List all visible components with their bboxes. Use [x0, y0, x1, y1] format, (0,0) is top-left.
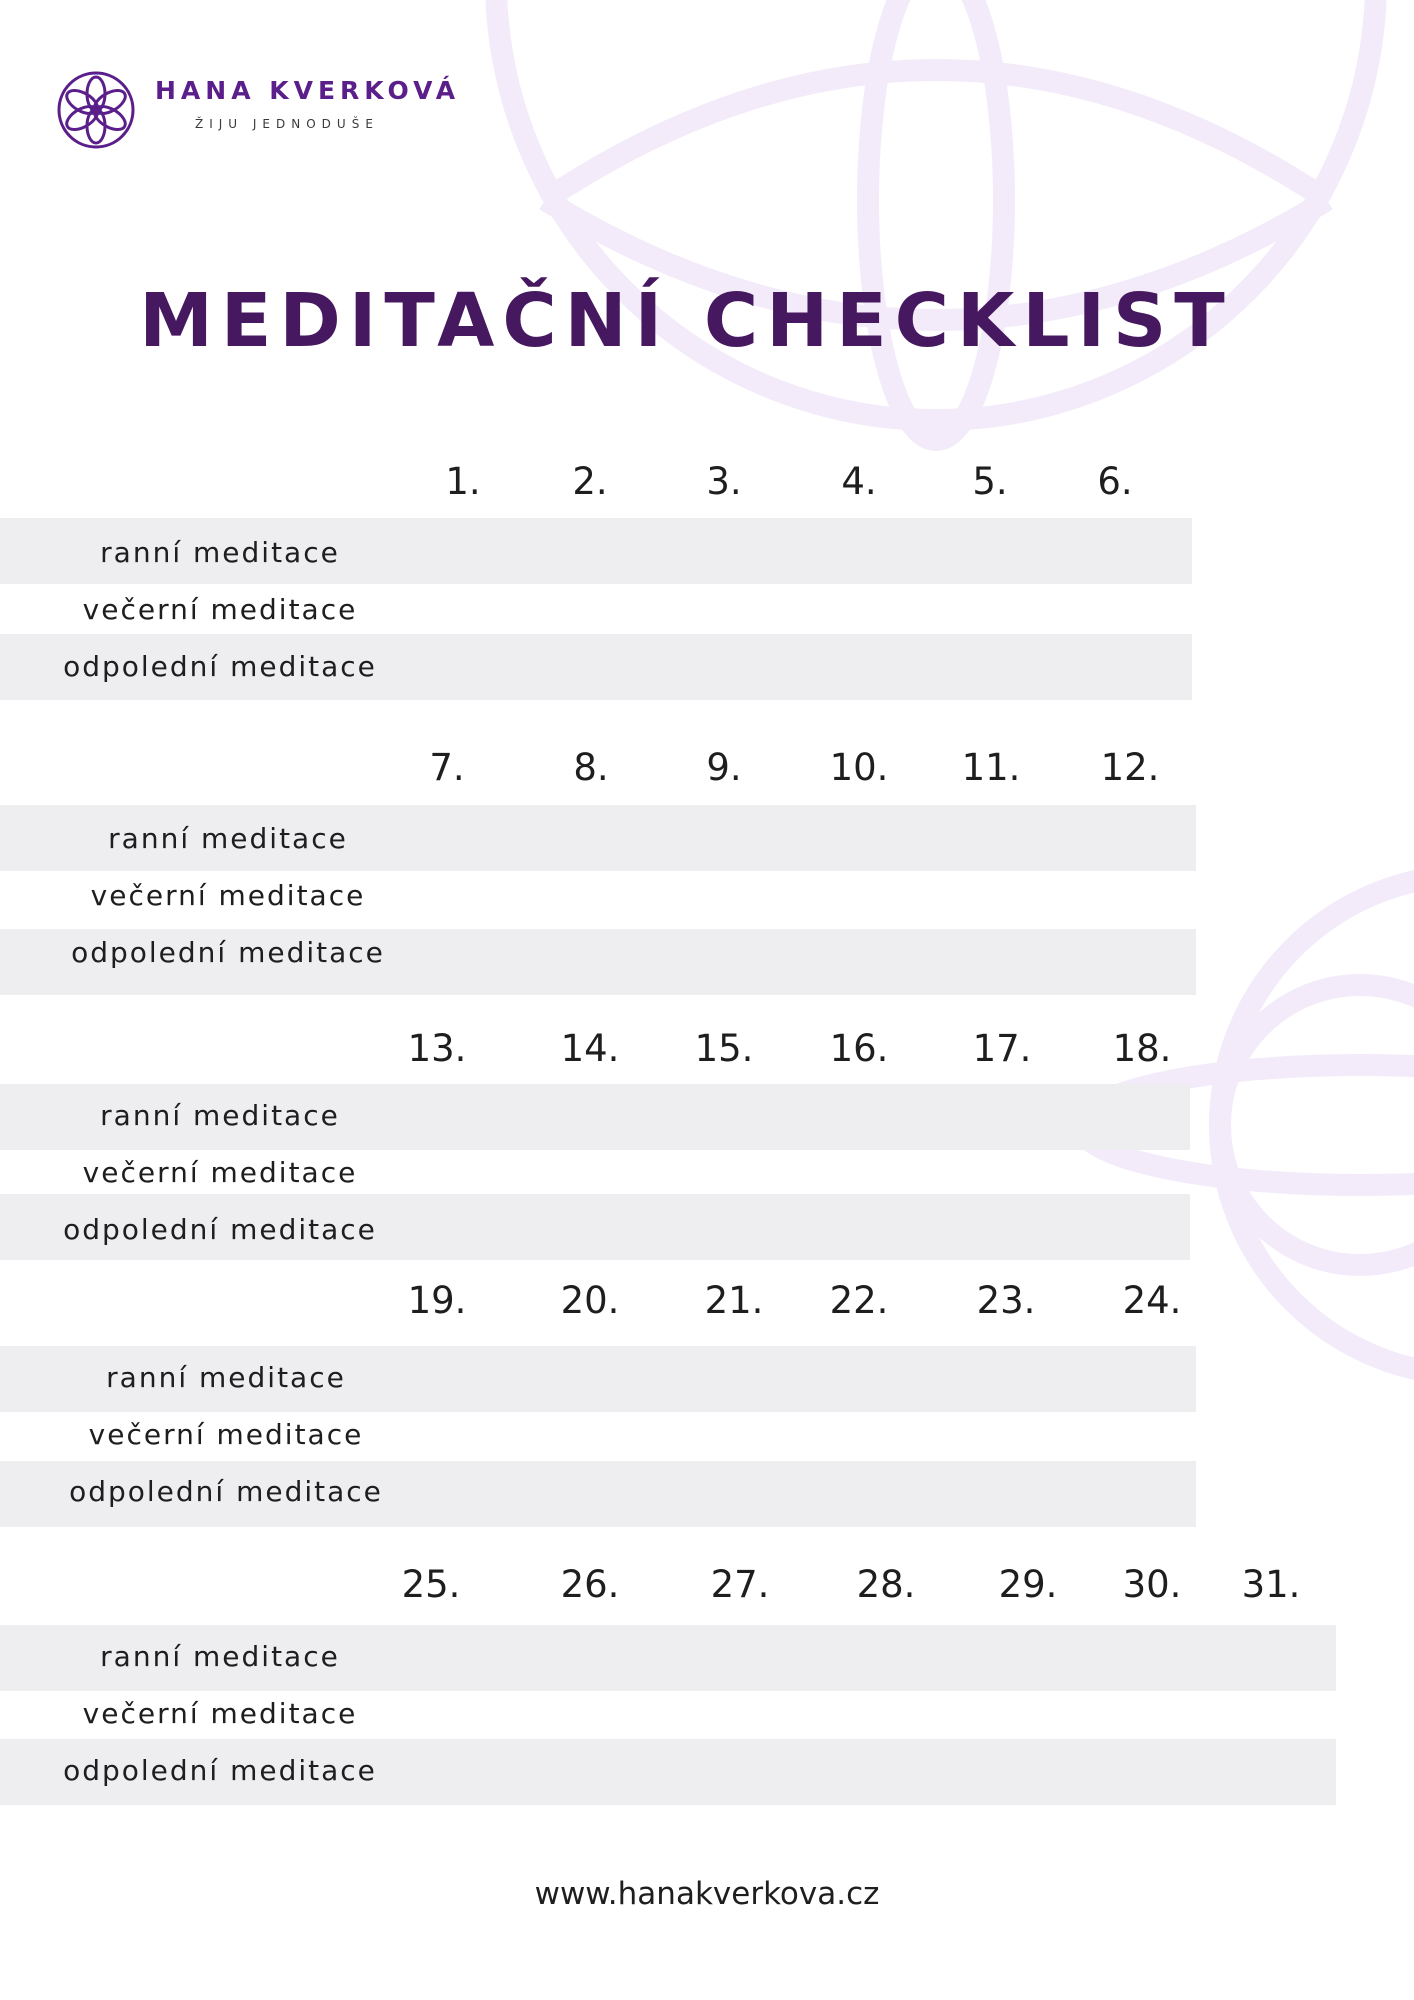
- day-number: 11.: [961, 746, 1021, 789]
- day-number: 8.: [573, 746, 609, 789]
- day-number: 4.: [841, 460, 877, 503]
- day-number: 2.: [572, 460, 608, 503]
- meditation-row-label: odpolední meditace: [69, 1475, 383, 1508]
- day-number: 19.: [407, 1279, 467, 1322]
- day-number: 31.: [1241, 1563, 1301, 1606]
- day-number: 23.: [976, 1279, 1036, 1322]
- day-number: 22.: [829, 1279, 889, 1322]
- day-number: 20.: [560, 1279, 620, 1322]
- meditation-row-label: večerní meditace: [90, 879, 366, 912]
- day-number: 5.: [972, 460, 1008, 503]
- page-title: MEDITAČNÍ CHECKLIST: [139, 278, 1233, 364]
- day-number: 6.: [1097, 460, 1133, 503]
- day-number: 18.: [1112, 1027, 1172, 1070]
- day-number: 28.: [856, 1563, 916, 1606]
- meditation-row-label: ranní meditace: [100, 536, 340, 569]
- day-number: 25.: [401, 1563, 461, 1606]
- day-number: 17.: [972, 1027, 1032, 1070]
- brand-block: [155, 76, 460, 131]
- day-number: 12.: [1100, 746, 1160, 789]
- day-number: 14.: [560, 1027, 620, 1070]
- day-number: 3.: [706, 460, 742, 503]
- meditation-row-label: odpolední meditace: [63, 1754, 377, 1787]
- meditation-row-label: odpolední meditace: [63, 1213, 377, 1246]
- meditation-row-label: večerní meditace: [82, 1156, 358, 1189]
- day-number: 24.: [1122, 1279, 1182, 1322]
- day-number: 15.: [694, 1027, 754, 1070]
- day-number: 9.: [706, 746, 742, 789]
- meditation-row-label: večerní meditace: [88, 1418, 364, 1451]
- meditation-row-label: večerní meditace: [82, 1697, 358, 1730]
- meditation-row-label: odpolední meditace: [71, 936, 385, 969]
- footer-url: www.hanakverkova.cz: [534, 1876, 880, 1912]
- day-number: 30.: [1122, 1563, 1182, 1606]
- day-number: 21.: [704, 1279, 764, 1322]
- day-number: 27.: [710, 1563, 770, 1606]
- day-number: 26.: [560, 1563, 620, 1606]
- day-number: 1.: [445, 460, 481, 503]
- flower-logo-icon: [56, 70, 136, 150]
- brand-tagline: ŽIJU JEDNODUŠE: [195, 117, 379, 131]
- meditation-row-label: ranní meditace: [100, 1099, 340, 1132]
- meditation-row-label: ranní meditace: [108, 822, 348, 855]
- meditation-row-label: ranní meditace: [100, 1640, 340, 1673]
- meditation-row-label: večerní meditace: [82, 593, 358, 626]
- day-number: 10.: [829, 746, 889, 789]
- day-number: 29.: [998, 1563, 1058, 1606]
- brand-name: HANA KVERKOVÁ: [155, 76, 461, 105]
- meditation-row-label: odpolední meditace: [63, 650, 377, 683]
- day-number: 16.: [829, 1027, 889, 1070]
- meditation-row-label: ranní meditace: [106, 1361, 346, 1394]
- day-number: 7.: [429, 746, 465, 789]
- day-number: 13.: [407, 1027, 467, 1070]
